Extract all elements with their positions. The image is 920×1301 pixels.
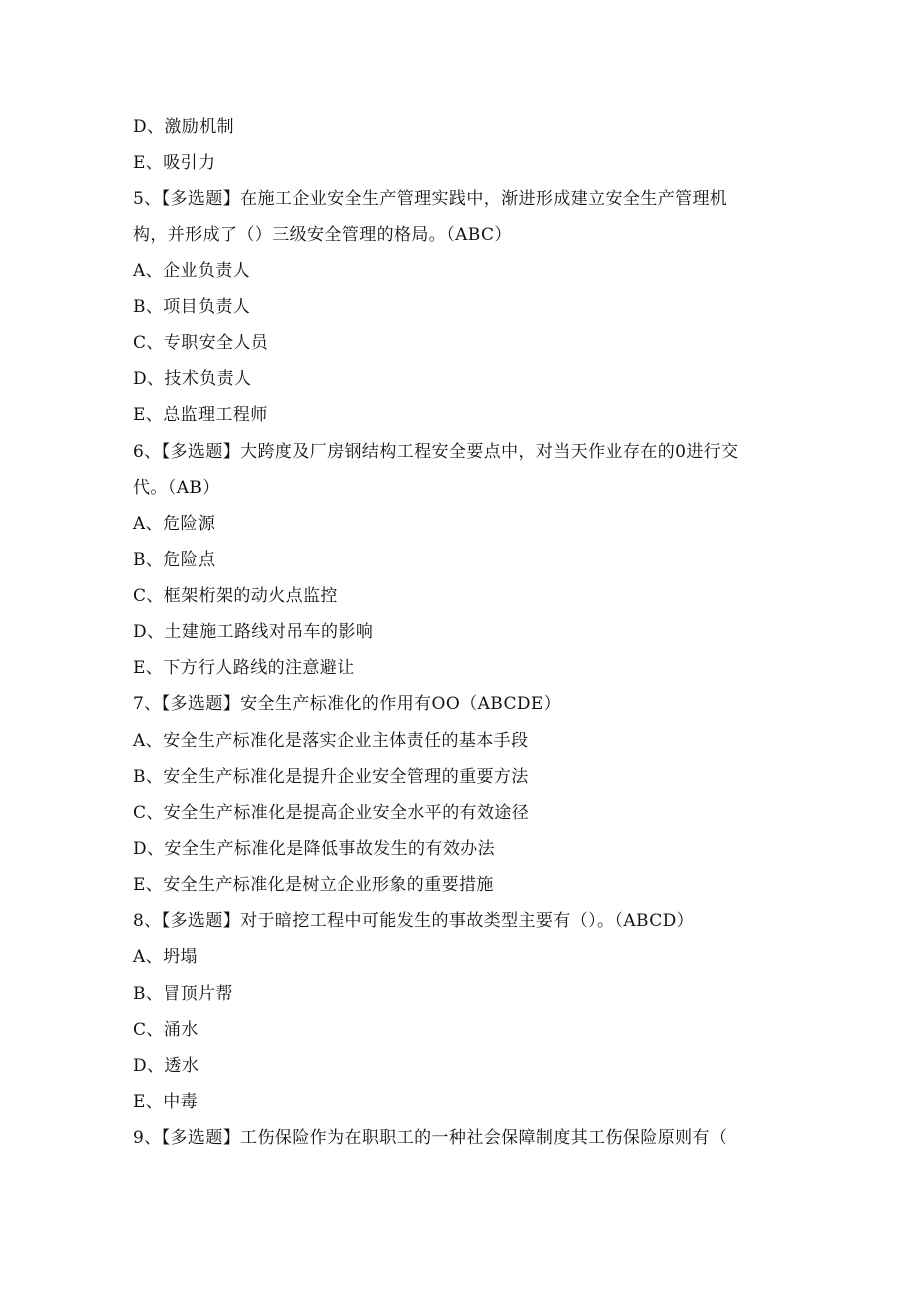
question-line: 5、【多选题】在施工企业安全生产管理实践中，渐进形成建立安全生产管理机 [133,189,728,209]
option-line: A、坍塌 [133,947,198,967]
option-line: D、透水 [133,1056,200,1076]
option-line: A、安全生产标准化是落实企业主体责任的基本手段 [133,731,529,751]
option-line: D、土建施工路线对吊车的影响 [133,622,374,642]
option-line: A、危险源 [133,514,216,534]
option-line: E、安全生产标准化是树立企业形象的重要措施 [133,875,494,895]
option-line: C、专职安全人员 [133,333,269,353]
question-line: 7、【多选题】安全生产标准化的作用有OO（ABCDE） [133,694,562,714]
option-line: D、安全生产标准化是降低事故发生的有效办法 [133,839,496,859]
option-line: C、安全生产标准化是提高企业安全水平的有效途径 [133,803,530,823]
question-line: 9、【多选题】工伤保险作为在职职工的一种社会保障制度其工伤保险原则有（ [133,1128,728,1148]
option-line: B、冒顶片帮 [133,984,233,1004]
question-line: 8、【多选题】对于暗挖工程中可能发生的事故类型主要有（）。（ABCD） [133,911,695,931]
option-line: E、吸引力 [133,153,216,173]
option-line: B、项目负责人 [133,297,251,317]
option-line: E、中毒 [133,1092,199,1112]
question-line: 6、【多选题】大跨度及厂房钢结构工程安全要点中，对当天作业存在的0进行交 [133,442,739,462]
option-line: A、企业负责人 [133,261,251,281]
option-line: B、危险点 [133,550,216,570]
option-line: B、安全生产标准化是提升企业安全管理的重要方法 [133,767,529,787]
option-line: D、激励机制 [133,117,235,137]
option-line: C、框架桁架的动火点监控 [133,586,338,606]
option-line: E、下方行人路线的注意避让 [133,658,355,678]
option-line: E、总监理工程师 [133,405,268,425]
option-line: D、技术负责人 [133,369,252,389]
option-line: C、涌水 [133,1020,199,1040]
question-line: 构，并形成了（）三级安全管理的格局。（ABC） [133,225,512,245]
question-line: 代。（AB） [133,478,220,498]
